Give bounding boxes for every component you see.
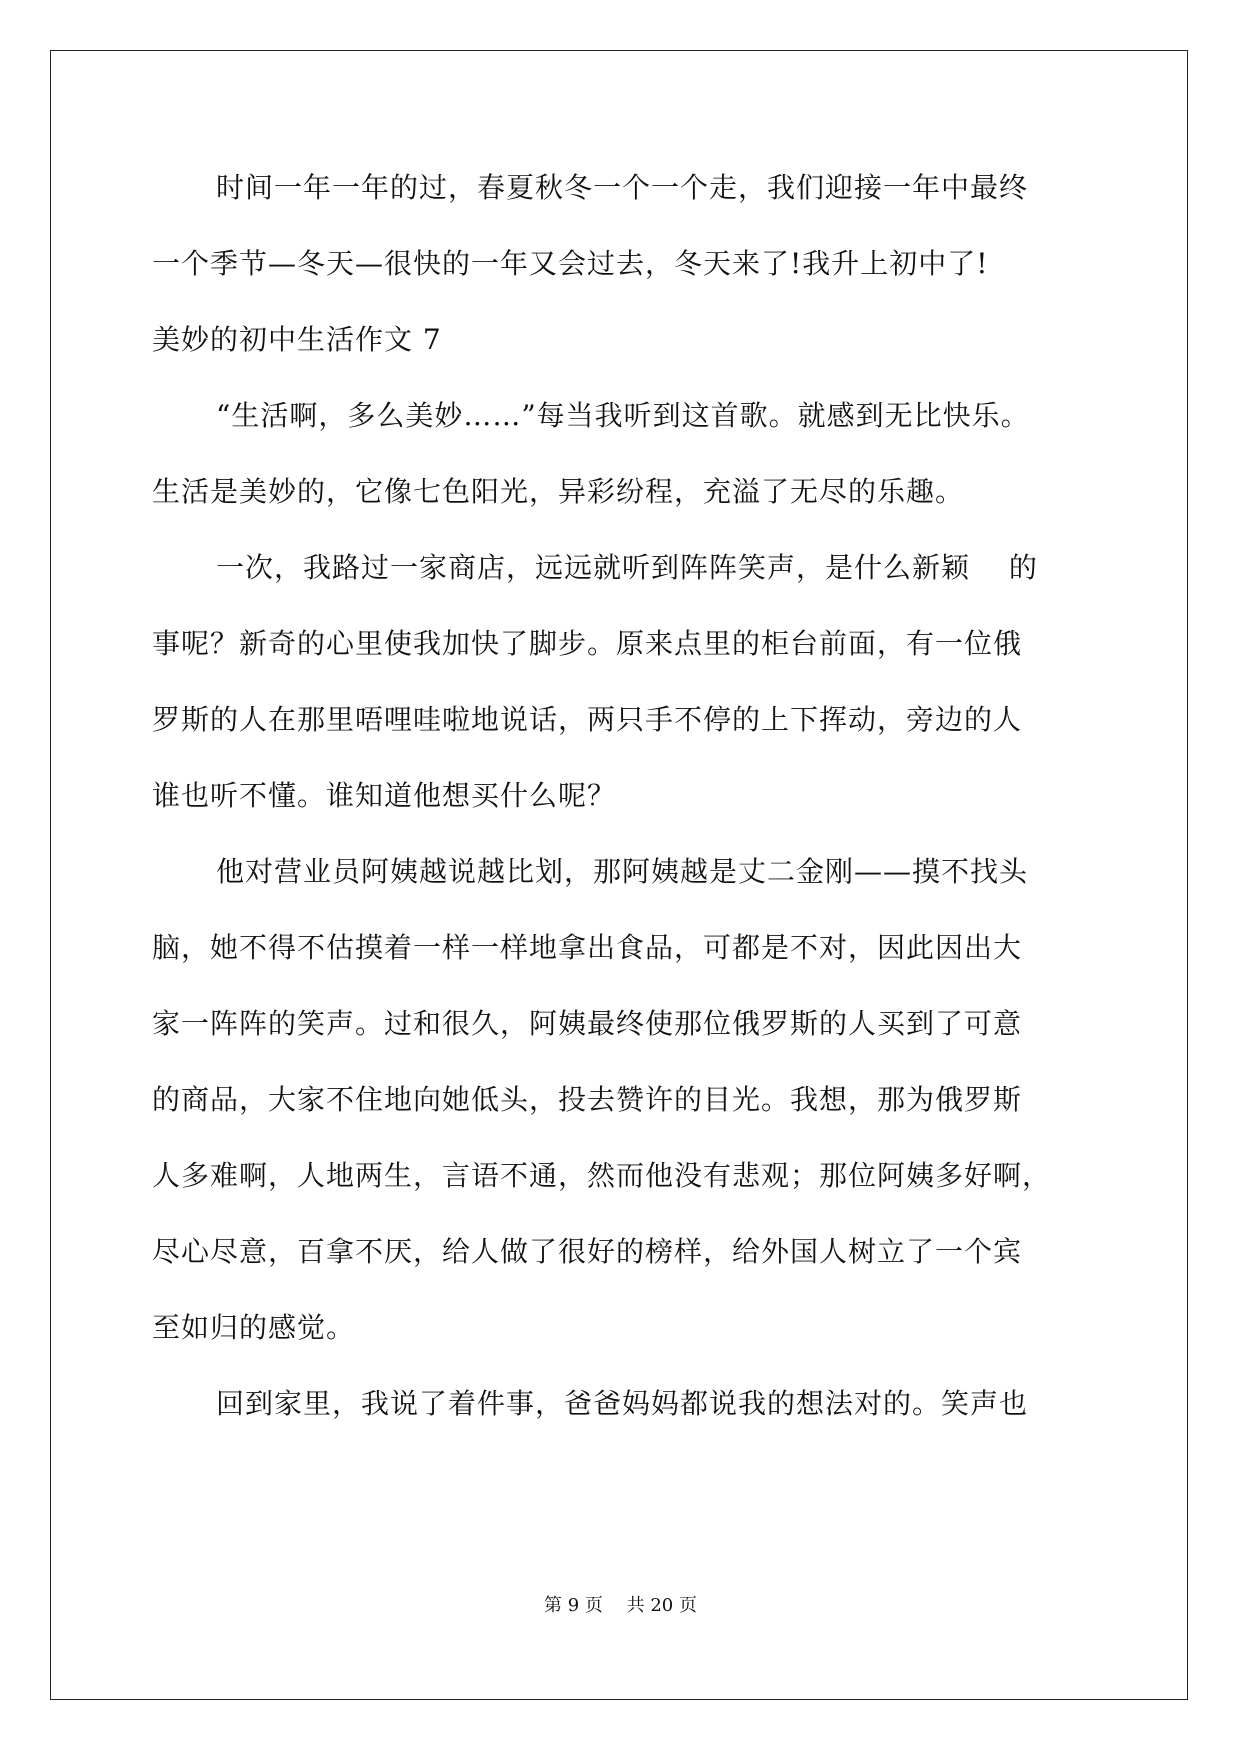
text-line: 家一阵阵的笑声。过和很久，阿姨最终使那位俄罗斯的人买到了可意: [152, 1007, 1023, 1040]
text-line: 谁也听不懂。谁知道他想买什么呢？: [152, 779, 617, 812]
text-line: 罗斯的人在那里唔哩哇啦地说话，两只手不停的上下挥动，旁边的人: [152, 703, 1023, 736]
text-line: 至如归的感觉。: [152, 1311, 356, 1344]
text-line: 事呢？新奇的心里使我加快了脚步。原来点里的柜台前面，有一位俄: [152, 627, 1023, 660]
text-line: 生活是美妙的，它像七色阳光，异彩纷程，充溢了无尽的乐趣。: [152, 475, 965, 508]
text-line: 脑，她不得不估摸着一样一样地拿出食品，可都是不对，因此因出大: [152, 931, 1023, 964]
text-line: “生活啊，多么美妙……”每当我听到这首歌。就感到无比快乐。: [216, 399, 1030, 432]
text-line: 时间一年一年的过，春夏秋冬一个一个走，我们迎接一年中最终: [216, 171, 1029, 204]
page-number: 第 9 页 共 20 页: [544, 1595, 697, 1616]
text-line: 回到家里，我说了着件事，爸爸妈妈都说我的想法对的。笑声也: [216, 1387, 1029, 1420]
text-line: 一次，我路过一家商店，远远就听到阵阵笑声，是什么新颖 的: [216, 551, 1038, 584]
text-line: 人多难啊，人地两生，言语不通，然而他没有悲观；那位阿姨多好啊，: [152, 1159, 1052, 1192]
section-heading: 美妙的初中生活作文 7: [152, 323, 442, 356]
text-line: 一个季节—冬天—很快的一年又会过去，冬天来了!我升上初中了!: [152, 247, 989, 280]
text-line: 尽心尽意，百拿不厌，给人做了很好的榜样，给外国人树立了一个宾: [152, 1235, 1023, 1268]
text-line: 的商品，大家不住地向她低头，投去赞许的目光。我想，那为俄罗斯: [152, 1083, 1023, 1116]
text-line: 他对营业员阿姨越说越比划，那阿姨越是丈二金刚——摸不找头: [216, 855, 1029, 888]
